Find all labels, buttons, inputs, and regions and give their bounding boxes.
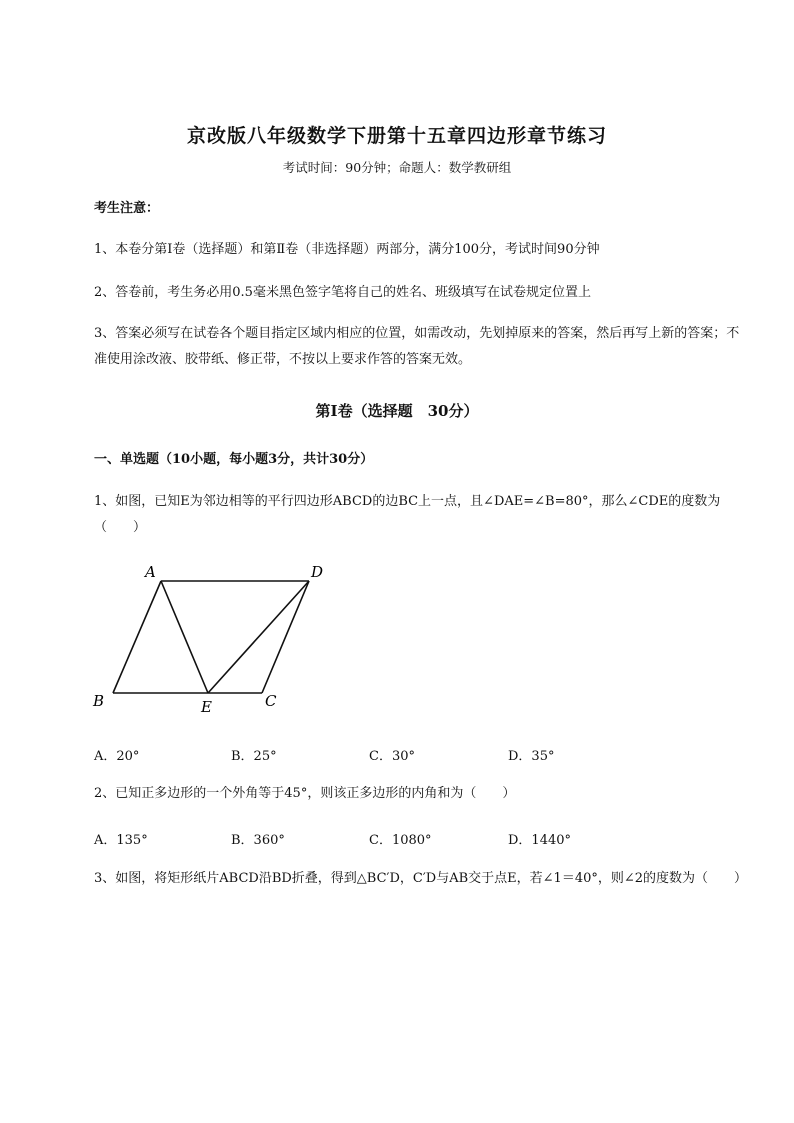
question-1-option-c[interactable]: C．30° [369, 749, 415, 764]
part-heading: 一、单选题（10小题，每小题3分，共计30分） [94, 452, 374, 467]
question-1-option-d[interactable]: D．35° [508, 749, 555, 764]
segment-de [208, 581, 309, 693]
segment-cd [262, 581, 309, 693]
segment-ab [113, 581, 161, 693]
question-2-option-c[interactable]: C．1080° [369, 833, 432, 848]
segment-ae [161, 581, 208, 693]
question-3-stem: 3、如图，将矩形纸片ABCD沿BD折叠，得到△BC′D，C′D与AB交于点E，若∠1＝40°，则∠2的度数为（ ） [94, 871, 748, 886]
vertex-label-d: D [311, 563, 324, 581]
note-item-2: 2、答卷前，考生务必用0.5毫米黑色签字笔将自己的姓名、班级填写在试卷规定位置上 [94, 285, 591, 300]
question-1-figure [88, 558, 338, 718]
vertex-label-e: E [201, 698, 212, 716]
question-2-stem: 2、已知正多边形的一个外角等于45°，则该正多边形的内角和为（ ） [94, 786, 516, 801]
page-title: 京改版八年级数学下册第十五章四边形章节练习 [186, 125, 607, 147]
question-1-stem: 1、如图，已知E为邻边相等的平行四边形ABCD的边BC上一点，且∠DAE=∠B=80°，那么∠CDE的度数为（ ） [94, 494, 721, 535]
question-1-option-b[interactable]: B．25° [231, 749, 277, 764]
notes-heading: 考生注意： [94, 201, 160, 216]
question-2-option-d[interactable]: D．1440° [508, 833, 572, 848]
note-item-1: 1、本卷分第I卷（选择题）和第Ⅱ卷（非选择题）两部分，满分100分，考试时间90分钟 [94, 242, 600, 257]
vertex-label-a: A [145, 563, 156, 581]
vertex-label-c: C [265, 692, 277, 710]
note-item-3: 3、答案必须写在试卷各个题目指定区域内相应的位置，如需改动，先划掉原来的答案，然后再写上新的答案；不准使用涂改液、胶带纸、修正带，不按以上要求作答的答案无效。 [94, 326, 740, 367]
question-2-option-a[interactable]: A．135° [94, 833, 148, 848]
page-subtitle: 考试时间：90分钟；命题人：数学教研组 [282, 160, 512, 175]
question-2-option-b[interactable]: B．360° [231, 833, 285, 848]
vertex-label-b: B [93, 692, 105, 710]
question-1-option-a[interactable]: A．20° [94, 749, 140, 764]
section-title: 第I卷（选择题 30分） [315, 402, 479, 420]
